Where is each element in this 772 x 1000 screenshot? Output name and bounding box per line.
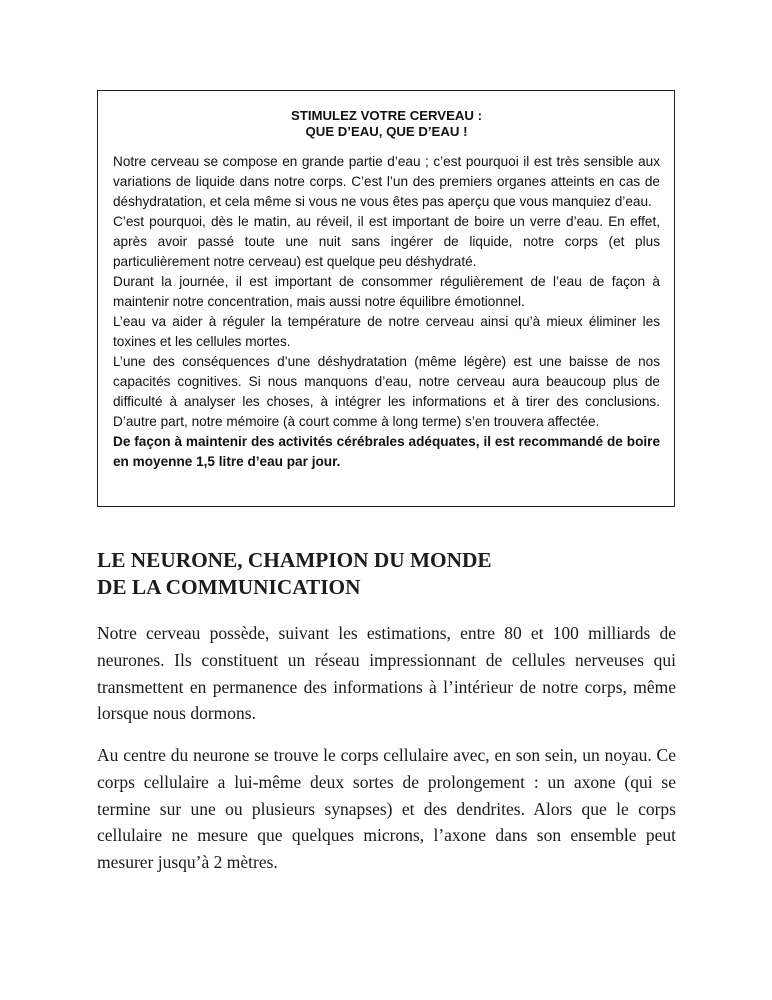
body-paragraph: Notre cerveau possède, suivant les estimations, entre 80 et 100 milliards de neurones. Ils constituent un réseau impressionnant de cellules nerveuses qui transmettent en permanence des informations à l’intérieur de notre corps, même lorsque nous dormons. [97,623,676,724]
box-paragraph: L’eau va aider à réguler la température de notre cerveau ainsi qu’à mieux éliminer les toxines et les cellules mortes. [113,314,660,349]
box-body [113,152,660,472]
box-paragraph: Notre cerveau se compose en grande partie d’eau ; c’est pourquoi il est très sensible aux variations de liquide dans notre corps. C’est l’un des premiers organes atteints en cas de déshydratation, et cela même si vous ne vous êtes pas aperçu que vous manquiez d’eau. [113,154,660,209]
box-title [113,108,660,140]
box-title-line-2: QUE D’EAU, QUE D’EAU ! [305,124,468,139]
section-heading-line-2: DE LA COMMUNICATION [97,574,361,599]
body-paragraph: Au centre du neurone se trouve le corps cellulaire avec, en son sein, un noyau. Ce corps cellulaire a lui-même deux sortes de prolongement : un axone (qui se termine sur une ou plusieurs synapses) et des dendrites. Alors que le corps cellulaire ne mesure que quelques microns, l’axone dans son ensemble peut mesurer jusqu’à 2 mètres. [97,745,676,873]
box-paragraph: C’est pourquoi, dès le matin, au réveil, il est important de boire un verre d’eau. En effet, après avoir passé toute une nuit sans ingérer de liquide, notre corps (et plus particulièrement notre cerveau) est quelque peu déshydraté. [113,214,660,269]
section-heading [97,547,697,600]
sidebar-box [97,90,675,507]
box-paragraph: Durant la journée, il est important de consommer régulièrement de l’eau de façon à maintenir notre concentration, mais aussi notre équilibre émotionnel. [113,274,660,309]
section-heading-line-1: LE NEURONE, CHAMPION DU MONDE [97,548,492,572]
box-title-line-1: STIMULEZ VOTRE CERVEAU : [291,108,482,123]
box-conclusion: De façon à maintenir des activités cérébrales adéquates, il est recommandé de boire en moyenne 1,5 litre d’eau par jour. [113,434,660,469]
box-paragraph: L’une des conséquences d’une déshydratation (même légère) est une baisse de nos capacités cognitives. Si nous manquons d’eau, notre cerveau aura beaucoup plus de difficulté à analyser les choses, à intégrer les informations et à tirer des conclusions. D’autre part, notre mémoire (à court comme à long terme) s’en trouvera affectée. [113,354,660,429]
